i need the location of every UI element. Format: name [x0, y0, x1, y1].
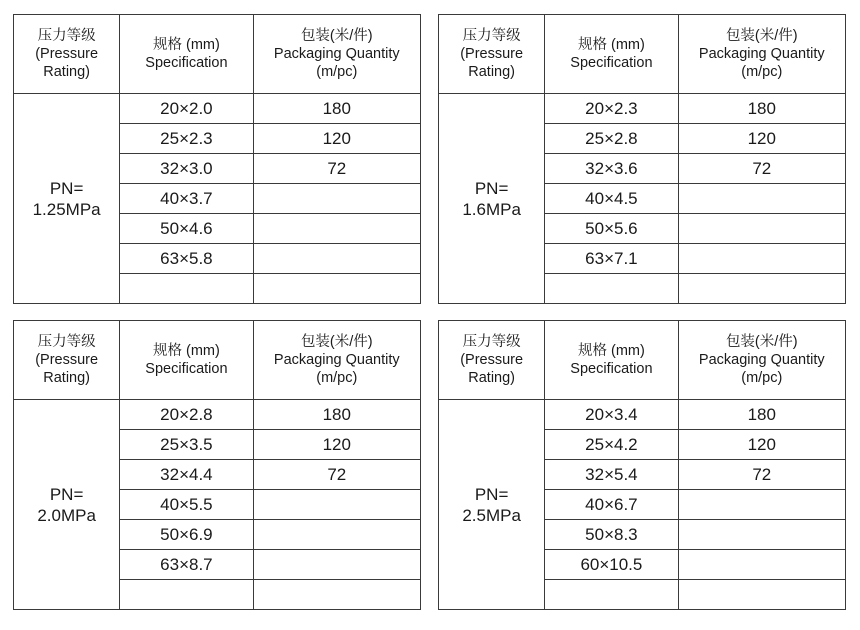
spec-cell: 20×3.4 [545, 400, 678, 430]
qty-cell [678, 580, 845, 610]
header-pack-en-2: (m/pc) [316, 64, 358, 80]
qty-cell [678, 214, 845, 244]
qty-cell [678, 490, 845, 520]
spec-cell: 20×2.0 [120, 94, 253, 124]
spec-cell: 63×5.8 [120, 244, 253, 274]
qty-cell: 72 [253, 154, 420, 184]
qty-cell: 72 [678, 154, 845, 184]
rating-value: 2.5MPa [462, 505, 521, 525]
table-header-row [14, 15, 421, 94]
header-spec-en: Specification [570, 361, 653, 377]
spec-cell: 63×7.1 [545, 244, 678, 274]
qty-cell [253, 274, 420, 304]
spec-cell: 32×3.0 [120, 154, 253, 184]
header-packaging-quantity [253, 321, 420, 400]
header-rating-cn: 压力等级 [37, 334, 96, 350]
header-pack-cn: 包装(米/件) [725, 334, 798, 350]
spec-cell: 50×6.9 [120, 520, 253, 550]
spec-cell: 25×2.8 [545, 124, 678, 154]
table-row [439, 400, 846, 430]
spec-cell: 32×3.6 [545, 154, 678, 184]
spec-cell [545, 274, 678, 304]
spec-cell: 60×10.5 [545, 550, 678, 580]
pressure-rating-cell [439, 94, 545, 304]
qty-cell [678, 520, 845, 550]
rating-value: 2.0MPa [37, 505, 96, 525]
header-spec-en: Specification [145, 361, 228, 377]
header-pack-cn: 包装(米/件) [725, 28, 798, 44]
qty-cell: 120 [678, 124, 845, 154]
table-row [14, 400, 421, 430]
header-rating-en-2: Rating) [43, 64, 90, 80]
spec-cell: 40×4.5 [545, 184, 678, 214]
qty-cell: 120 [253, 124, 420, 154]
header-pressure-rating [14, 15, 120, 94]
header-packaging-quantity [253, 15, 420, 94]
header-spec-en: Specification [570, 55, 653, 71]
header-rating-cn: 压力等级 [462, 334, 521, 350]
header-pack-en-1: Packaging Quantity [698, 352, 825, 368]
qty-cell [678, 184, 845, 214]
spec-cell: 63×8.7 [120, 550, 253, 580]
table-row [14, 94, 421, 124]
qty-cell: 180 [678, 94, 845, 124]
spec-cell [120, 274, 253, 304]
spec-cell: 50×8.3 [545, 520, 678, 550]
header-pack-en-1: Packaging Quantity [273, 352, 400, 368]
header-specification [545, 321, 678, 400]
header-rating-en-1: (Pressure [460, 352, 524, 368]
pressure-rating-cell [14, 94, 120, 304]
qty-cell [253, 184, 420, 214]
qty-cell [678, 274, 845, 304]
spec-cell: 25×2.3 [120, 124, 253, 154]
rating-label: PN= [49, 178, 84, 198]
spec-cell: 25×3.5 [120, 430, 253, 460]
qty-cell: 180 [678, 400, 845, 430]
rating-value: 1.25MPa [32, 199, 101, 219]
spec-cell: 50×5.6 [545, 214, 678, 244]
pressure-rating-cell [14, 400, 120, 610]
qty-cell: 180 [253, 400, 420, 430]
header-spec-cn: 规格 (mm) [577, 343, 645, 359]
header-pack-en-1: Packaging Quantity [273, 46, 400, 62]
table-row [439, 94, 846, 124]
header-pressure-rating [439, 321, 545, 400]
qty-cell: 72 [678, 460, 845, 490]
header-pack-cn: 包装(米/件) [300, 28, 373, 44]
qty-cell [253, 244, 420, 274]
header-rating-cn: 压力等级 [37, 28, 96, 44]
header-spec-cn: 规格 (mm) [152, 343, 220, 359]
header-rating-en-2: Rating) [43, 370, 90, 386]
rating-value: 1.6MPa [462, 199, 521, 219]
header-rating-en-1: (Pressure [35, 352, 99, 368]
spec-table-pn-1-25 [13, 14, 421, 304]
header-rating-en-2: Rating) [468, 64, 515, 80]
spec-table-pn-2-5 [438, 320, 846, 610]
qty-cell [253, 490, 420, 520]
header-spec-en: Specification [145, 55, 228, 71]
header-pack-en-2: (m/pc) [316, 370, 358, 386]
spec-cell: 32×4.4 [120, 460, 253, 490]
spec-cell: 40×3.7 [120, 184, 253, 214]
header-specification [545, 15, 678, 94]
header-rating-en-1: (Pressure [460, 46, 524, 62]
qty-cell [253, 550, 420, 580]
qty-cell [678, 244, 845, 274]
header-pack-cn: 包装(米/件) [300, 334, 373, 350]
spec-cell: 32×5.4 [545, 460, 678, 490]
header-packaging-quantity [678, 15, 845, 94]
header-specification [120, 321, 253, 400]
qty-cell [253, 520, 420, 550]
header-specification [120, 15, 253, 94]
header-spec-cn: 规格 (mm) [577, 37, 645, 53]
spec-table-pn-1-6 [438, 14, 846, 304]
spec-cell: 50×4.6 [120, 214, 253, 244]
spec-cell: 20×2.8 [120, 400, 253, 430]
spec-cell [120, 580, 253, 610]
header-pressure-rating [439, 15, 545, 94]
header-pack-en-1: Packaging Quantity [698, 46, 825, 62]
qty-cell [253, 214, 420, 244]
table-header-row [14, 321, 421, 400]
qty-cell: 72 [253, 460, 420, 490]
pressure-rating-cell [439, 400, 545, 610]
spec-cell: 25×4.2 [545, 430, 678, 460]
header-spec-cn: 规格 (mm) [152, 37, 220, 53]
rating-label: PN= [474, 178, 509, 198]
table-header-row [439, 15, 846, 94]
header-pack-en-2: (m/pc) [741, 370, 783, 386]
qty-cell [253, 580, 420, 610]
qty-cell: 180 [253, 94, 420, 124]
header-pack-en-2: (m/pc) [741, 64, 783, 80]
header-pressure-rating [14, 321, 120, 400]
qty-cell: 120 [678, 430, 845, 460]
rating-label: PN= [49, 484, 84, 504]
header-rating-cn: 压力等级 [462, 28, 521, 44]
qty-cell [678, 550, 845, 580]
header-rating-en-1: (Pressure [35, 46, 99, 62]
spec-cell: 20×2.3 [545, 94, 678, 124]
spec-table-pn-2-0 [13, 320, 421, 610]
header-packaging-quantity [678, 321, 845, 400]
qty-cell: 120 [253, 430, 420, 460]
table-header-row [439, 321, 846, 400]
spec-cell: 40×5.5 [120, 490, 253, 520]
spec-cell [545, 580, 678, 610]
spec-cell: 40×6.7 [545, 490, 678, 520]
header-rating-en-2: Rating) [468, 370, 515, 386]
rating-label: PN= [474, 484, 509, 504]
